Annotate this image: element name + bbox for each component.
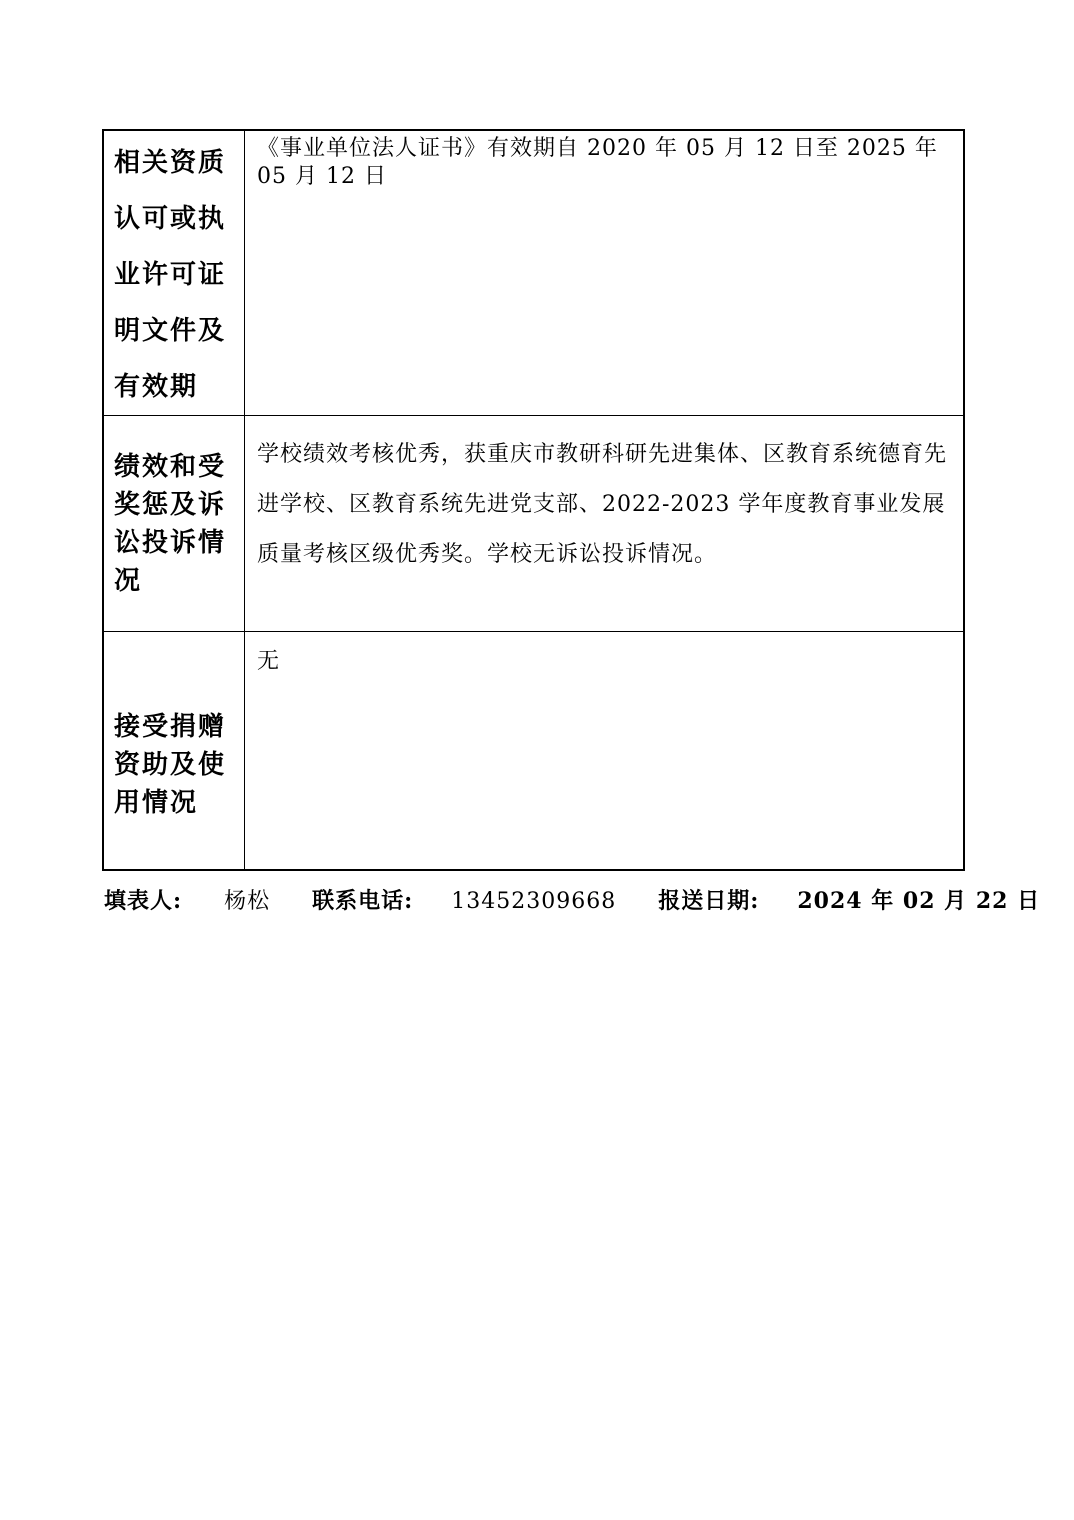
row-label: 绩效和受奖惩及诉讼投诉情况 — [114, 451, 227, 596]
info-table — [102, 129, 965, 871]
phone-label: 联系电话: — [312, 888, 414, 914]
row-content-cell — [245, 130, 965, 416]
row-label-cell — [103, 130, 245, 416]
footer-line — [104, 884, 1041, 915]
date-value: 2024 年 02 月 22 日 — [797, 888, 1041, 914]
table-row — [103, 130, 964, 416]
row-label-cell — [103, 632, 245, 870]
row-content: 学校绩效考核优秀，获重庆市教研科研先进集体、区教育系统德育先进学校、区教育系统先进党支部、2022-2023 学年度教育事业发展质量考核区级优秀奖。学校无诉讼投诉情况。 — [257, 442, 948, 567]
table-row — [103, 632, 964, 870]
row-label: 接受捐赠资助及使用情况 — [114, 712, 227, 819]
row-label-cell — [103, 416, 245, 632]
filler-name: 杨松 — [224, 889, 271, 914]
phone-value: 13452309668 — [451, 889, 617, 914]
row-content-cell — [245, 416, 965, 632]
table-row — [103, 416, 964, 632]
row-content-cell — [245, 632, 965, 870]
row-content: 无 — [257, 649, 281, 674]
date-label: 报送日期: — [658, 888, 760, 914]
filler-label: 填表人: — [104, 888, 183, 914]
row-content: 《事业单位法人证书》有效期自 2020 年 05 月 12 日至 2025 年 05 月 12 日 — [257, 136, 938, 189]
row-label: 相关资质认可或执业许可证明文件及有效期 — [114, 148, 227, 402]
